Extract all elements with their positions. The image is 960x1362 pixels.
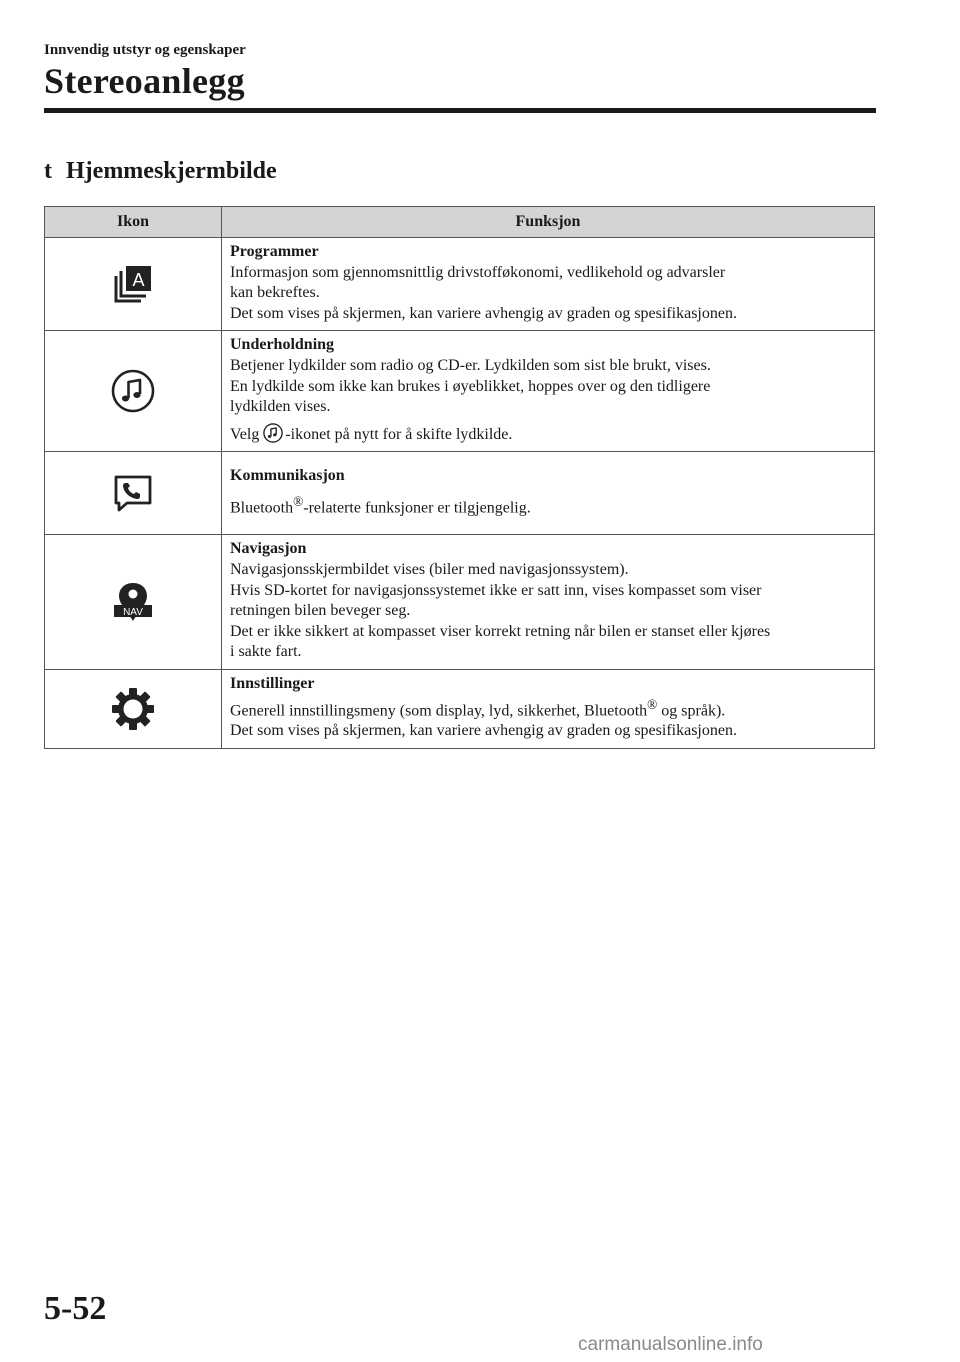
function-cell [222, 535, 875, 670]
function-cell [222, 669, 875, 748]
function-description-line: i sakte fart. [230, 643, 302, 661]
bluetooth-text: Bluetooth [230, 499, 294, 516]
icon-cell [45, 238, 222, 331]
function-description-line: En lydkilde som ikke kan brukes i øyeblikket, hoppes over og den tidligere [230, 377, 711, 395]
function-description-text: -relaterte funksjoner er tilgjengelig. [303, 499, 531, 516]
music-note-icon [111, 369, 155, 413]
page-title: Stereoanlegg [44, 61, 245, 101]
icon-cell [45, 669, 222, 748]
column-header-icon: Ikon [45, 207, 222, 238]
function-description-line: kan bekreftes. [230, 284, 320, 302]
function-name: Programmer [230, 243, 319, 260]
function-description-line: Det er ikke sikkert at kompasset viser korrekt retning når bilen er stanset eller kjøres [230, 622, 771, 640]
function-description-text: Generell innstillingsmeny (som display, lyd, sikkerhet, Bluetooth [230, 701, 648, 719]
icon-cell [45, 452, 222, 535]
function-description-line: Hvis SD-kortet for navigasjonssystemet ikke er satt inn, vises kompasset som viser [230, 581, 762, 599]
function-name: Underholdning [230, 336, 335, 354]
watermark-link[interactable]: carmanualsonline.info [578, 1334, 763, 1355]
table-header-row [45, 207, 875, 238]
table-row [45, 238, 875, 331]
music-note-inline-icon [263, 423, 283, 443]
function-description-line: lydkilden vises. [230, 398, 331, 416]
table-row [45, 452, 875, 535]
registered-mark: ® [647, 696, 658, 712]
function-cell [222, 452, 875, 535]
function-description-text: og språk). [657, 701, 726, 719]
function-description-line: retningen bilen beveger seg. [230, 602, 411, 620]
section-marker: t [44, 158, 52, 184]
function-description-line: Det som vises på skjermen, kan variere avhengig av graden og spesifikasjonen. [230, 722, 737, 740]
table-row [45, 331, 875, 452]
home-screen-table [44, 206, 875, 749]
icon-cell [45, 535, 222, 670]
section-heading-text: Hjemmeskjermbilde [66, 158, 277, 184]
select-suffix: -ikonet på nytt for å skifte lydkilde. [285, 425, 513, 443]
nav-icon-label: NAV [123, 607, 143, 619]
function-name: Innstillinger [230, 674, 315, 692]
function-description-line [230, 492, 866, 519]
function-cell [222, 238, 875, 331]
page-number: 5-52 [44, 1290, 107, 1327]
function-cell [222, 331, 875, 452]
function-description-line: Informasjon som gjennomsnittlig drivstofføkonomi, vedlikehold og advarsler [230, 263, 726, 281]
applications-icon-letter: A [132, 270, 145, 291]
table-row [45, 669, 875, 748]
function-description-line: Betjener lydkilder som radio og CD-er. Lydkilden som sist ble brukt, vises. [230, 356, 711, 374]
icon-cell [45, 331, 222, 452]
function-description-line [230, 695, 866, 722]
column-header-function: Funksjon [222, 207, 875, 238]
applications-icon [113, 264, 153, 304]
function-description-line: Navigasjonsskjermbildet vises (biler med navigasjonssystem). [230, 560, 629, 578]
gear-icon [111, 687, 155, 731]
navigation-pin-icon [112, 580, 154, 624]
function-description-line [230, 423, 866, 446]
table-row [45, 535, 875, 670]
phone-message-icon [112, 473, 154, 513]
select-prefix: Velg [230, 425, 260, 443]
function-name: Kommunikasjon [230, 467, 345, 485]
section-heading [44, 158, 277, 185]
function-name: Navigasjon [230, 540, 307, 558]
header-divider [44, 108, 876, 113]
function-description-line: Det som vises på skjermen, kan variere avhengig av graden og spesifikasjonen. [230, 304, 737, 322]
chapter-label: Innvendig utstyr og egenskaper [44, 42, 246, 58]
registered-mark: ® [293, 493, 304, 509]
